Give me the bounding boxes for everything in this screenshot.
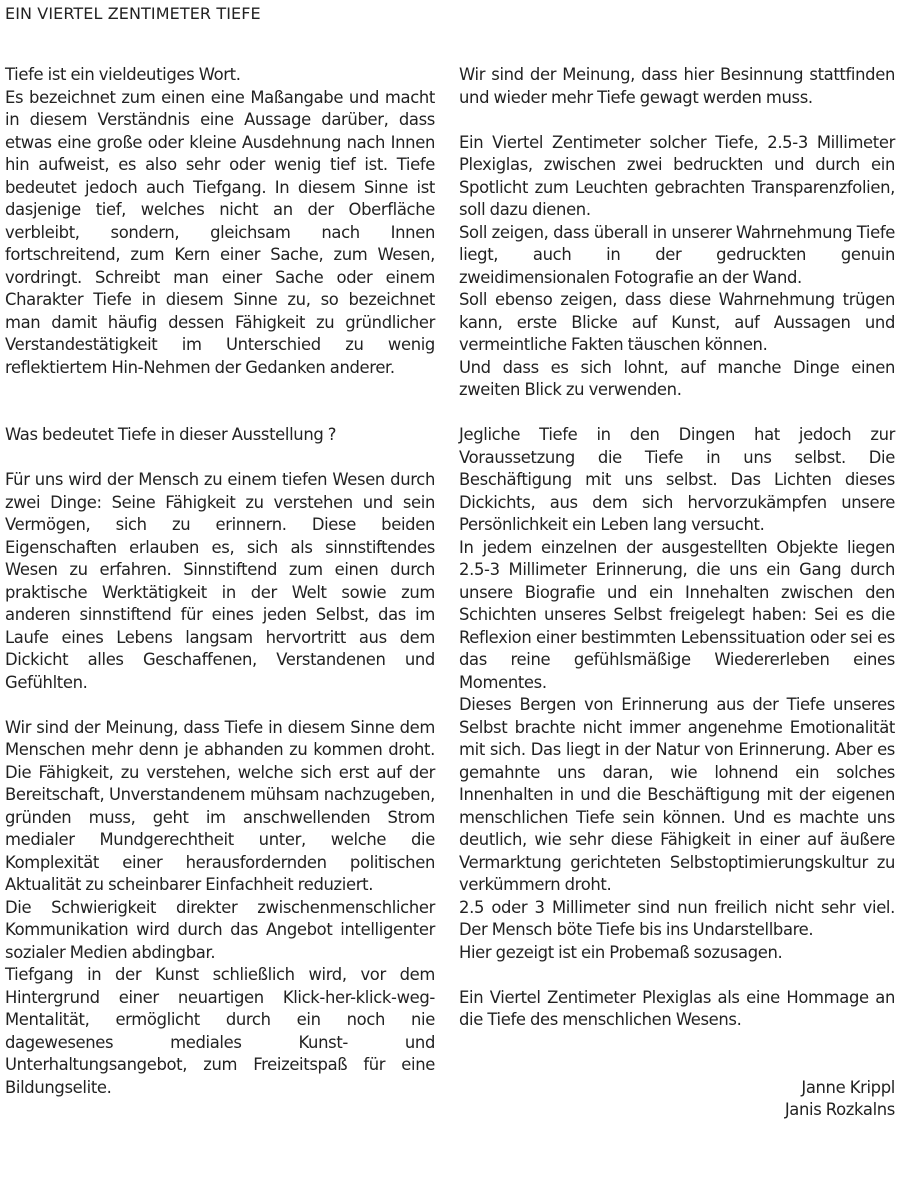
intro-line: Tiefe ist ein vieldeutiges Wort. — [5, 65, 241, 84]
paragraph-opinion: Wir sind der Meinung, dass Tiefe in diesem Sinne dem Menschen mehr denn je abhanden zu kommen droht. Die Fähigkeit, zu verstehen, welche sich erst auf der Bereitschaft, Unverstandenem mühsam nachzugeben, gründen muss, geht im anschwellenden Strom medialer Mundgerechtheit unter, welche die Komplexität einer herausfordernden politischen Aktualität zu scheinbarer Einfachheit reduziert. — [5, 717, 435, 894]
section-question: Was bedeutet Tiefe in dieser Ausstellung ? — [5, 425, 337, 444]
paragraph-definition: Es bezeichnet zum einen eine Maßangabe und macht in diesem Verständnis eine Aussage darüber, dass etwas eine große oder kleine Ausdehnung nach Innen hin aufweist, es also sehr oder wenig tief ist. Tiefe bedeutet jedoch auch Tiefgang. In diesem Sinne ist dasjenige tief, welches nicht an der Oberfläche verbleibt, sondern, gleichsam nach Innen fortschreitend, zum Kern einer Sache, zum Wesen, vordringt. Schreibt man einer Sache oder einem Charakter Tiefe in diesem Sinne zu, so bezeichnet man damit häufig dessen Fähigkeit zu gründlicher Verstandestätigkeit im Unterschied zu wenig reflektiertem Hin-Nehmen der Gedanken anderer. — [5, 87, 435, 377]
paragraph-plexiglas: Ein Viertel Zentimeter solcher Tiefe, 2.5-3 Millimeter Plexiglas, zwischen zwei bedruckten und durch ein Spotlicht zum Leuchten gebrachten Transparenzfolien, soll dazu dienen. — [459, 132, 895, 219]
paragraph-deception: Soll ebenso zeigen, dass diese Wahrnehmung trügen kann, erste Blicke auf Kunst, auf Aussagen und vermeintliche Fakten täuschen können. — [459, 290, 895, 354]
document-title: EIN VIERTEL ZENTIMETER TIEFE — [5, 4, 261, 23]
paragraph-perception: Soll zeigen, dass überall in unserer Wahrnehmung Tiefe liegt, auch in der gedruckten genuin zweidimensionalen Fotografie an der Wand. — [459, 222, 895, 287]
paragraph-memory: Dieses Bergen von Erinnerung aus der Tiefe unseres Selbst brachte nicht immer angenehme Emotionalität mit sich. Das liegt in der Natur von Erinnerung. Aber es gemahnte uns daran, wie lohnend ein solches Innenhalten in und die Beschäftigung mit der eigenen menschlichen Tiefe sein können. Und es machte uns deutlich, wie sehr diese Fähigkeit in einer auf äußere Vermarktung gerichteten Selbstoptimierungskultur zu verkümmern droht. — [459, 695, 895, 894]
paragraph-millimeters: 2.5 oder 3 Millimeter sind nun freilich nicht sehr viel. Der Mensch böte Tiefe bis ins Undarstellbare. — [459, 897, 895, 939]
author-name: Janis Rozkalns — [784, 1100, 895, 1119]
signature-block — [459, 1077, 895, 1122]
paragraph-human-depth: Für uns wird der Mensch zu einem tiefen Wesen durch zwei Dinge: Seine Fähigkeit zu verstehen und sein Vermögen, sich zu erinnern. Diese beiden Eigenschaften erlauben es, sich als sinnstiftendes Wesen zu erfahren. Sinnstiftend zum einen durch praktische Werktätigkeit in der Welt sowie zum anderen sinnstiftend für eines jeden Selbst, das im Laufe eines Lebens langsam hervortritt aus dem Dickicht alles Geschaffenen, Verstandenen und Gefühlten. — [5, 470, 435, 692]
paragraph-reflection: Wir sind der Meinung, dass hier Besinnung stattfinden und wieder mehr Tiefe gewagt werden muss. — [459, 65, 895, 107]
paragraph-art: Tiefgang in der Kunst schließlich wird, vor dem Hintergrund einer neuartigen Klick-her-klick-weg-Mentalität, ermöglicht durch ein noch nie dagewesenes mediales Kunst- und Unterhaltungsangebot, zum Freizeitspaß für eine Bildungselite. — [5, 965, 435, 1097]
author-name: Janne Krippl — [801, 1077, 895, 1097]
paragraph-hommage: Ein Viertel Zentimeter Plexiglas als eine Hommage an die Tiefe des menschlichen Wesens. — [459, 987, 895, 1029]
paragraph-second-look: Und dass es sich lohnt, auf manche Dinge einen zweiten Blick zu verwenden. — [459, 357, 895, 399]
paragraph-objects: In jedem einzelnen der ausgestellten Objekte liegen 2.5-3 Millimeter Erinnerung, die uns ein Gang durch unsere Biografie und ein Innehalten zwischen den Schichten unseres Selbst freigelegt haben: Sei es die Reflexion einer bestimmten Lebenssituation oder sei es das reine gefühlsmäßige Wiedererleben eines Momentes. — [459, 537, 895, 692]
paragraph-sample: Hier gezeigt ist ein Probemaß sozusagen. — [459, 942, 783, 962]
paragraph-communication: Die Schwierigkeit direkter zwischenmenschlicher Kommunikation wird durch das Angebot intelligenter sozialer Medien abdingbar. — [5, 897, 435, 962]
paragraph-inner-depth: Jegliche Tiefe in den Dingen hat jedoch zur Voraussetzung die Tiefe in uns selbst. Die Beschäftigung mit uns selbst. Das Lichten dieses Dickichts, aus dem sich hervorzukämpfen unsere Persönlichkeit ein Leben lang versucht. — [459, 425, 895, 534]
right-column — [459, 64, 895, 1122]
left-column — [5, 64, 435, 1099]
